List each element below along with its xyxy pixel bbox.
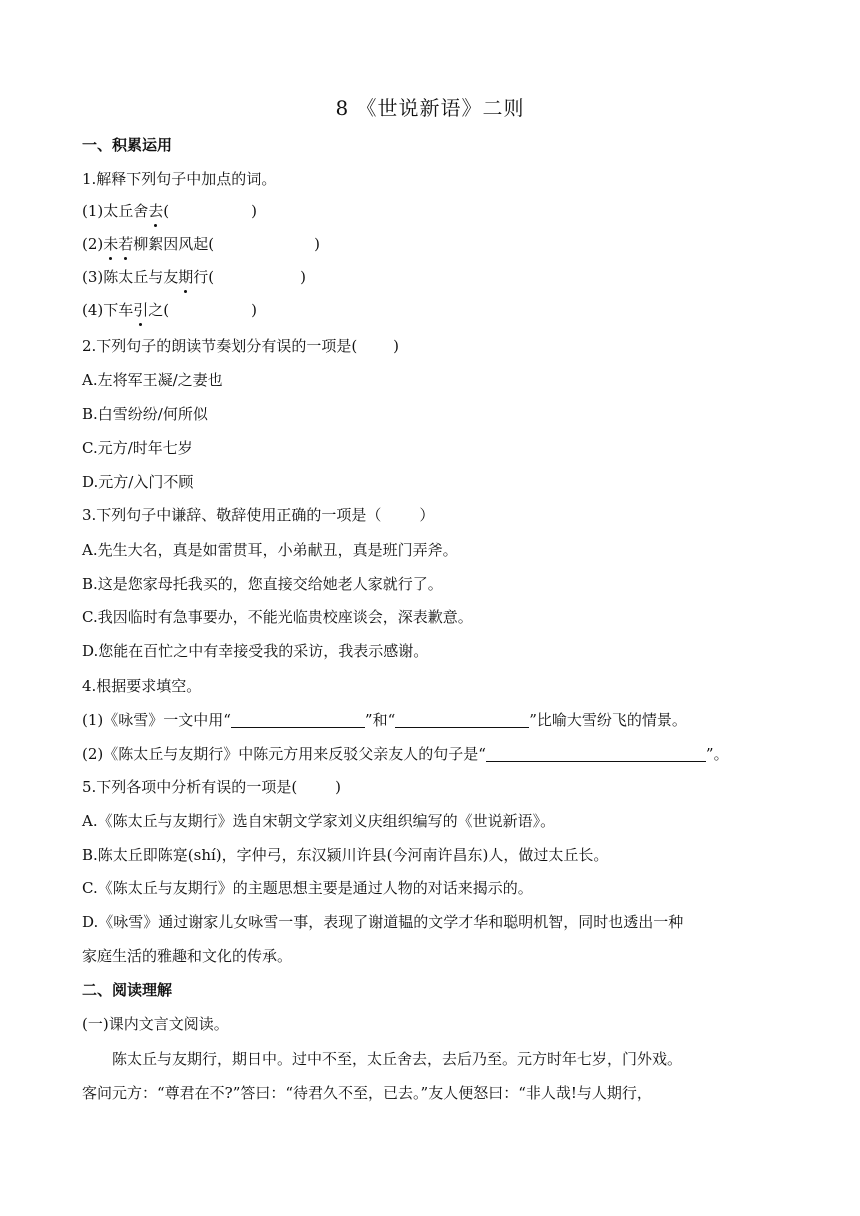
question-1-item-2 (82, 234, 320, 254)
question-text: 2.下列句子的朗读节奏划分有误的一项是( (82, 337, 358, 355)
question-5-option-a: A.《陈太丘与友期行》选自宋朝文学家刘义庆组织编写的《世说新语》。 (82, 812, 556, 830)
passage-line-2: 客问元方：“尊君在不?”答曰：“待君久不至，已去。”友人便怒曰：“非人哉!与人期行， (82, 1084, 652, 1102)
item-open-paren: 柳絮因风起( (133, 235, 215, 253)
item-text: ”和“ (364, 711, 396, 729)
question-3-option-b: B.这是您家母托我买的，您直接交给她老人家就行了。 (82, 575, 443, 593)
section-heading-accumulation: 一、积累运用 (82, 136, 173, 154)
close-paren: ) (393, 337, 400, 355)
section-heading-reading: 二、阅读理解 (82, 981, 173, 999)
item-close-paren: ) (251, 301, 257, 319)
item-text: (2) (82, 235, 104, 253)
item-close-paren: ) (314, 235, 320, 253)
question-1-item-1 (82, 201, 257, 221)
question-4-item-2 (82, 744, 729, 764)
question-2-option-d: D.元方/入门不顾 (82, 473, 194, 491)
question-5-option-b: B.陈太丘即陈寔(shí)，字仲弓，东汉颍川许县(今河南许昌东)人，做过太丘长。 (82, 846, 609, 864)
question-5-option-c: C.《陈太丘与友期行》的主题思想主要是通过人物的对话来揭示的。 (82, 879, 533, 897)
question-5-option-d: D.《咏雪》通过谢家儿女咏雪一事，表现了谢道韫的文学才华和聪明机智，同时也透出一种 (82, 913, 684, 931)
passage-line-1: 陈太丘与友期行，期日中。过中不至，太丘舍去，去后乃至。元方时年七岁，门外戏。 (82, 1050, 683, 1068)
close-paren: ) (335, 778, 342, 796)
question-2-option-a: A.左将军王凝/之妻也 (82, 371, 223, 389)
dotted-character: 未 (103, 235, 119, 253)
question-3-stem (82, 505, 434, 525)
item-text: (3)陈太丘与友 (82, 268, 179, 286)
question-3-option-d: D.您能在百忙之中有幸接受我的采访，我表示感谢。 (82, 642, 429, 660)
item-open-paren: 行( (193, 268, 215, 286)
close-paren: ） (419, 506, 435, 524)
question-1-stem: 1.解释下列句子中加点的词。 (82, 170, 277, 188)
fill-blank[interactable] (395, 711, 529, 728)
question-2-option-c: C.元方/时年七岁 (82, 439, 193, 457)
dotted-character: 期 (178, 268, 194, 286)
question-4-item-1 (82, 710, 687, 730)
question-2-option-b: B.白雪纷纷/何所似 (82, 405, 208, 423)
item-close-paren: ) (300, 268, 306, 286)
dotted-character: 若 (118, 235, 134, 253)
page-title: 8 《世说新语》二则 (335, 96, 525, 120)
dotted-character: 引 (133, 301, 149, 319)
question-2-stem (82, 336, 399, 356)
question-3-option-a: A.先生大名，真是如雷贯耳，小弟献丑，真是班门弄斧。 (82, 541, 458, 559)
item-text: (1)太丘舍 (82, 202, 149, 220)
question-text: 5.下列各项中分析有误的一项是( (82, 778, 298, 796)
item-text: (1)《咏雪》一文中用“ (82, 711, 231, 729)
question-5-option-d-continued: 家庭生活的雅趣和文化的传承。 (82, 947, 293, 965)
item-text: ”比喻大雪纷飞的情景。 (529, 711, 687, 729)
dotted-character: 去 (148, 202, 164, 220)
item-text: (4)下车 (82, 301, 134, 319)
fill-blank[interactable] (486, 745, 706, 762)
question-3-option-c: C.我因临时有急事要办，不能光临贵校座谈会，深表歉意。 (82, 608, 473, 626)
item-close-paren: ) (251, 202, 257, 220)
question-1-item-4 (82, 300, 257, 320)
question-4-stem: 4.根据要求填空。 (82, 677, 202, 695)
item-open-paren: ( (163, 202, 170, 220)
item-text: ”。 (705, 745, 729, 763)
reading-part-heading: (一)课内文言文阅读。 (82, 1015, 229, 1033)
fill-blank[interactable] (231, 711, 365, 728)
question-1-item-3 (82, 267, 306, 287)
item-open-paren: 之( (148, 301, 170, 319)
question-text: 3.下列句子中谦辞、敬辞使用正确的一项是（ (82, 506, 382, 524)
item-text: (2)《陈太丘与友期行》中陈元方用来反驳父亲友人的句子是“ (82, 745, 486, 763)
question-5-stem (82, 777, 341, 797)
